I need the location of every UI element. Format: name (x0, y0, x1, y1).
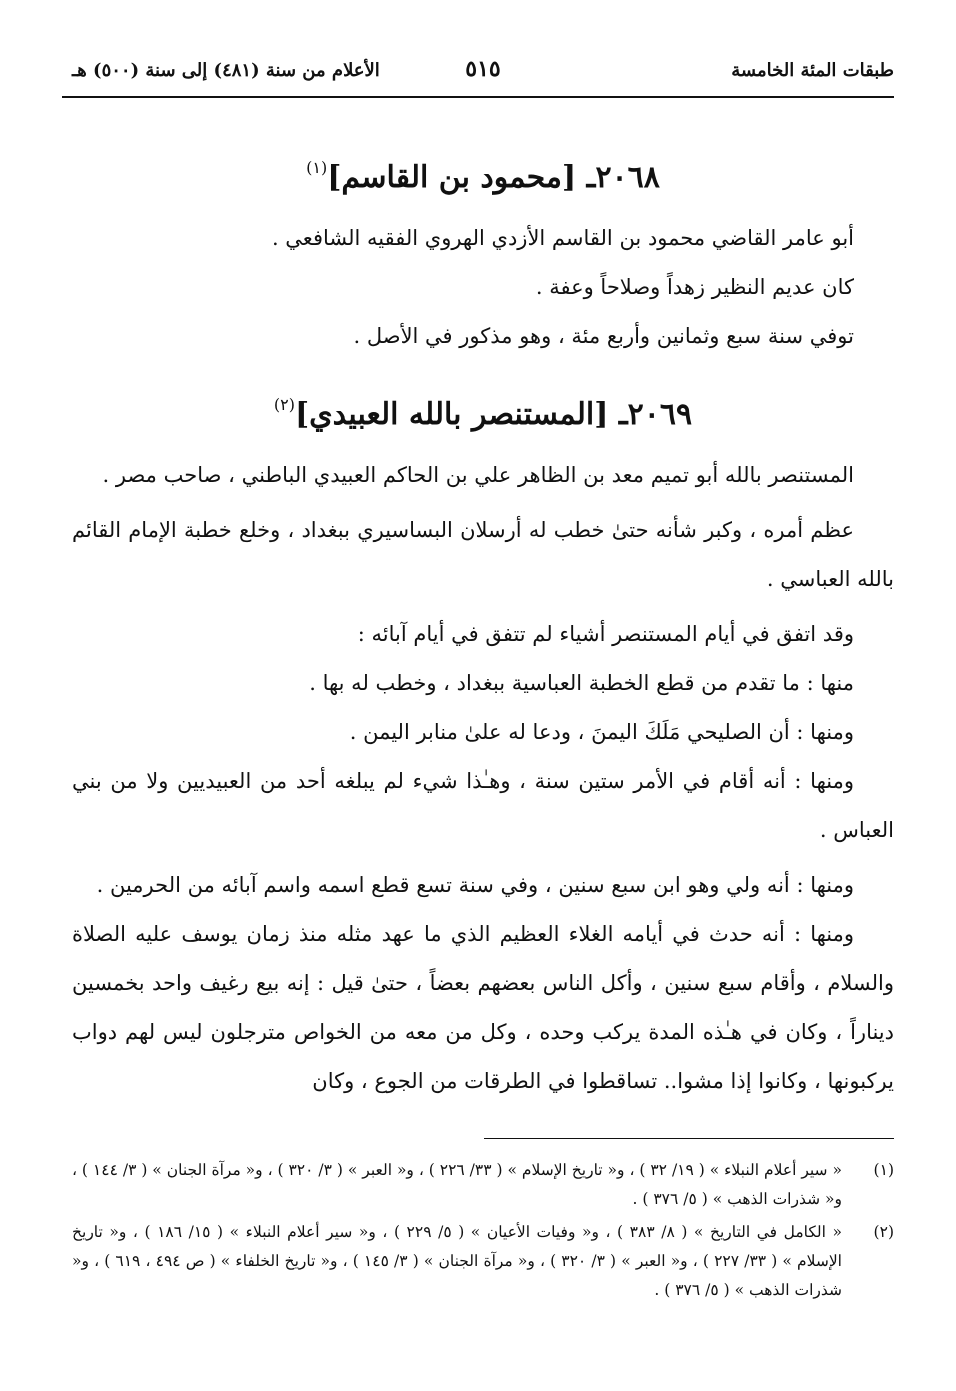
footnote-divider (484, 1138, 894, 1139)
paragraph: توفي سنة سبع وثمانين وأربع مئة ، وهو مذكور في الأصل . (353, 324, 854, 348)
paragraph: وقد اتفق في أيام المستنصر أشياء لم تتفق في أيام آبائه : (357, 622, 854, 646)
running-header (72, 52, 894, 92)
paragraph: ومنها : أنه ولي وهو ابن سبع سنين ، وفي سنة تسع قطع اسمه واسم آبائه من الحرمين . (96, 873, 854, 897)
main-text (72, 142, 894, 1106)
entry-title (72, 379, 894, 441)
footnote-ref: (١) (306, 158, 328, 177)
paragraph: كان عديم النظير زهداً وصلاحاً وعفة . (535, 275, 854, 299)
footnote-text: « سير أعلام النبلاء » ( ١٩/ ٣٢ ) ، و« تاريخ الإسلام » ( ٣٣/ ٢٢٦ ) ، و« العبر » ( ٣/ ٣٢٠ ) ، و« مرآة الجنان » ( ٣/ ١٤٤ ) ، و« شذرات الذهب » ( ٥/ ٣٧٦ ) . (72, 1161, 842, 1208)
paragraph: المستنصر بالله أبو تميم معد بن الظاهر علي بن الحاكم العبيدي الباطني ، صاحب مصر . (102, 463, 854, 487)
footnote-text: « الكامل في التاريخ » ( ٨/ ٣٨٣ ) ، و« وفيات الأعيان » ( ٥/ ٢٢٩ ) ، و« سير أعلام النبلاء » ( ١٥/ ١٨٦ ) ، و« تاريخ الإسلام » ( ٣٣/ ٢٢٧ ) ، و« العبر » ( ٣/ ٣٢٠ ) ، و« مرآة الجنان » ( ٣/ ١٤٥ ) ، و« تاريخ الخلفاء » ( ص ٤٩٤ ، ٦١٩ ) ، و« شذرات الذهب » ( ٥/ ٣٧٦ ) . (72, 1223, 842, 1299)
footnote (72, 1218, 894, 1305)
paragraph: أبو عامر القاضي محمود بن القاسم الأزدي الهروي الفقيه الشافعي . (271, 226, 854, 250)
footnote-number: (١) (873, 1161, 894, 1179)
footnote-number: (٢) (873, 1223, 894, 1241)
entry-title-text: ٢٠٦٩ـ [المستنصر بالله العبيدي] (294, 397, 693, 432)
paragraph: ومنها : أنه أقام في الأمر ستين سنة ، وهـٰذا شيء لم يبلغه أحد من العبيديين ولا من بني العباس . (72, 769, 894, 842)
page-number: ٥١٥ (465, 56, 501, 82)
paragraph: ومنها : أنه حدث في أيامه الغلاء العظيم الذي ما عهد مثله منذ زمان يوسف عليه الصلاة والسلام ، وأقام سبع سنين ، وأكل الناس بعضهم بعضاً ، حتىٰ قيل : إنه بيع رغيف واحد بخمسين ديناراً ، وكان في هـٰذه المدة يركب وحده ، وكل من معه من الخواص مترجلون ليس لهم دواب يركبونها ، وكانوا إذا مشوا.. تساقطوا في الطرقات من الجوع ، وكان (72, 922, 894, 1093)
header-year-range: الأعلام من سنة (٤٨١) إلى سنة (٥٠٠) هـ (72, 60, 380, 81)
footnote-ref: (٢) (273, 395, 295, 414)
paragraph: منها : ما تقدم من قطع الخطبة العباسية ببغداد ، وخطب له بها . (309, 671, 854, 695)
entry-title (72, 142, 894, 204)
paragraph: عظم أمره ، وكبر شأنه حتىٰ خطب له أرسلان البساسيري ببغداد ، وخلع خطبة الإمام القائم بالله العباسي . (72, 518, 894, 591)
header-section-title: طبقات المئة الخامسة (731, 60, 894, 81)
footnote (72, 1156, 894, 1214)
entry-title-text: ٢٠٦٨ـ [محمود بن القاسم] (327, 160, 660, 195)
paragraph: ومنها : أن الصليحي مَلَكَ اليمنَ ، ودعا له علىٰ منابر اليمن . (349, 720, 854, 744)
footnotes (72, 1156, 894, 1309)
header-divider (62, 96, 894, 98)
